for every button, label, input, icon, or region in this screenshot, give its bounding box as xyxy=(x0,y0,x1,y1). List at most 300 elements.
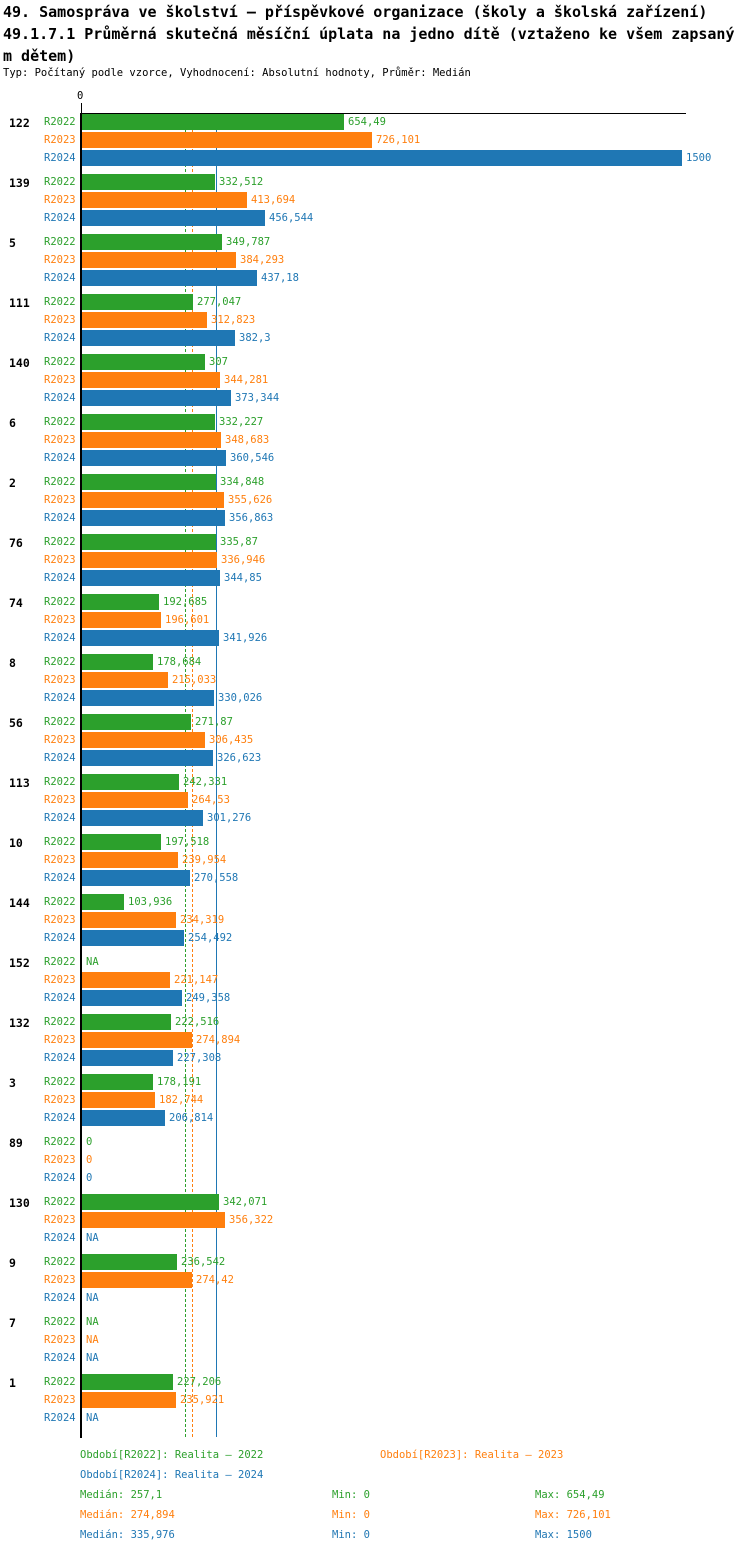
series-label: R2024 xyxy=(44,212,76,224)
bar-group xyxy=(0,1194,750,1254)
bar-value-label: 312,823 xyxy=(211,314,256,326)
bar-value-label: 330,026 xyxy=(218,692,263,704)
group-id-label: 144 xyxy=(9,896,30,910)
bar xyxy=(82,1032,192,1048)
bar xyxy=(82,492,224,508)
stat-min-r2022: Min: 0 xyxy=(332,1489,370,1501)
bar-value-label: 274,42 xyxy=(196,1274,234,1286)
series-label: R2024 xyxy=(44,1412,76,1424)
bar-value-label: 197,518 xyxy=(165,836,210,848)
bar xyxy=(82,294,193,310)
stat-max-r2024: Max: 1500 xyxy=(535,1529,592,1541)
bar-group xyxy=(0,114,750,174)
group-id-label: 140 xyxy=(9,356,30,370)
bar-row xyxy=(0,1032,750,1048)
bar-value-label: 254,492 xyxy=(188,932,233,944)
bar-row xyxy=(0,132,750,148)
bar-row xyxy=(0,534,750,550)
bar xyxy=(82,132,372,148)
bar-value-label: 356,322 xyxy=(229,1214,274,1226)
bar-group xyxy=(0,1074,750,1134)
bar xyxy=(82,414,215,430)
series-label: R2023 xyxy=(44,1034,76,1046)
bar xyxy=(82,810,203,826)
bar-value-label: NA xyxy=(86,1232,99,1244)
series-label: R2023 xyxy=(44,1094,76,1106)
bar xyxy=(82,1014,171,1030)
series-label: R2023 xyxy=(44,614,76,626)
series-label: R2024 xyxy=(44,1232,76,1244)
series-label: R2024 xyxy=(44,812,76,824)
bar-row xyxy=(0,930,750,946)
bar xyxy=(82,252,236,268)
bar-row xyxy=(0,972,750,988)
bar-row xyxy=(0,1290,750,1306)
bar-value-label: 249,358 xyxy=(186,992,231,1004)
bar-group xyxy=(0,414,750,474)
bar-row xyxy=(0,552,750,568)
bar-value-label: 264,53 xyxy=(192,794,230,806)
bar xyxy=(82,372,220,388)
group-id-label: 3 xyxy=(9,1076,16,1090)
bar-value-label: 654,49 xyxy=(348,116,386,128)
bar-value-label: 356,863 xyxy=(229,512,274,524)
series-label: R2024 xyxy=(44,272,76,284)
series-label: R2024 xyxy=(44,1112,76,1124)
series-label: R2022 xyxy=(44,296,76,308)
bar-value-label: 306,435 xyxy=(209,734,254,746)
bar-value-label: 192,685 xyxy=(163,596,208,608)
series-label: R2024 xyxy=(44,512,76,524)
bar xyxy=(82,672,168,688)
bar-value-label: 726,101 xyxy=(376,134,421,146)
bar-value-label: 334,848 xyxy=(220,476,265,488)
bar-row xyxy=(0,432,750,448)
bar-group xyxy=(0,354,750,414)
bar xyxy=(82,1374,173,1390)
bar-value-label: 227,206 xyxy=(177,1376,222,1388)
bar-value-label: 382,3 xyxy=(239,332,271,344)
bar-value-label: 307 xyxy=(209,356,228,368)
stat-median-r2024: Medián: 335,976 xyxy=(80,1529,175,1541)
bar xyxy=(82,834,161,850)
x-axis-zero-label: 0 xyxy=(77,90,84,102)
group-id-label: 9 xyxy=(9,1256,16,1270)
bar-value-label: 341,926 xyxy=(223,632,268,644)
series-label: R2022 xyxy=(44,236,76,248)
bar xyxy=(82,1254,177,1270)
bar-row xyxy=(0,192,750,208)
bar-row xyxy=(0,174,750,190)
bar-group xyxy=(0,1254,750,1314)
bar-value-label: 413,694 xyxy=(251,194,296,206)
series-label: R2022 xyxy=(44,536,76,548)
bar-row xyxy=(0,990,750,1006)
series-label: R2022 xyxy=(44,956,76,968)
bar-value-label: 103,936 xyxy=(128,896,173,908)
series-label: R2024 xyxy=(44,452,76,464)
bar-value-label: 227,308 xyxy=(177,1052,222,1064)
bar xyxy=(82,474,216,490)
series-label: R2022 xyxy=(44,1016,76,1028)
bar xyxy=(82,570,220,586)
group-id-label: 6 xyxy=(9,416,16,430)
bar xyxy=(82,114,344,130)
bar xyxy=(82,534,216,550)
bar-row xyxy=(0,732,750,748)
bar-row xyxy=(0,210,750,226)
bar-row xyxy=(0,1272,750,1288)
bar xyxy=(82,210,265,226)
group-id-label: 139 xyxy=(9,176,30,190)
bar-value-label: 456,544 xyxy=(269,212,314,224)
bar-row xyxy=(0,1170,750,1186)
bar-row xyxy=(0,510,750,526)
chart-subtitle-line2: m dětem) xyxy=(3,47,76,65)
bar-value-label: NA xyxy=(86,1316,99,1328)
group-id-label: 113 xyxy=(9,776,30,790)
bar xyxy=(82,714,191,730)
bar-row xyxy=(0,1332,750,1348)
group-id-label: 1 xyxy=(9,1376,16,1390)
bar-row xyxy=(0,1194,750,1210)
bar-row xyxy=(0,114,750,130)
bar-row xyxy=(0,750,750,766)
bar-row xyxy=(0,630,750,646)
bar-group xyxy=(0,714,750,774)
series-label: R2023 xyxy=(44,1214,76,1226)
series-label: R2024 xyxy=(44,932,76,944)
bar-value-label: 336,946 xyxy=(221,554,266,566)
bar xyxy=(82,174,215,190)
chart-meta-line: Typ: Počítaný podle vzorce, Vyhodnocení: Absolutní hodnoty, Průměr: Medián xyxy=(3,67,471,79)
bar xyxy=(82,912,176,928)
series-label: R2023 xyxy=(44,374,76,386)
bar-row xyxy=(0,810,750,826)
bar-row xyxy=(0,570,750,586)
bar xyxy=(82,1110,165,1126)
series-label: R2024 xyxy=(44,392,76,404)
bar-value-label: 344,281 xyxy=(224,374,269,386)
bar-row xyxy=(0,1254,750,1270)
series-label: R2023 xyxy=(44,1394,76,1406)
bar-row xyxy=(0,252,750,268)
group-id-label: 130 xyxy=(9,1196,30,1210)
series-label: R2022 xyxy=(44,656,76,668)
bar-row xyxy=(0,354,750,370)
series-label: R2024 xyxy=(44,332,76,344)
bar-value-label: NA xyxy=(86,1352,99,1364)
group-id-label: 89 xyxy=(9,1136,23,1150)
group-id-label: 2 xyxy=(9,476,16,490)
series-label: R2023 xyxy=(44,134,76,146)
group-id-label: 8 xyxy=(9,656,16,670)
bar-group xyxy=(0,1314,750,1374)
bar xyxy=(82,270,257,286)
bar xyxy=(82,690,214,706)
series-label: R2022 xyxy=(44,1256,76,1268)
legend-entry-r2022: Období[R2022]: Realita – 2022 xyxy=(80,1449,264,1461)
bar xyxy=(82,1272,192,1288)
bar-value-label: NA xyxy=(86,1334,99,1346)
series-label: R2022 xyxy=(44,476,76,488)
series-label: R2022 xyxy=(44,1196,76,1208)
bar-value-label: 178,191 xyxy=(157,1076,202,1088)
bar xyxy=(82,630,219,646)
bar-value-label: 0 xyxy=(86,1136,93,1148)
bar-value-label: 335,87 xyxy=(220,536,258,548)
bar xyxy=(82,894,124,910)
stat-median-r2022: Medián: 257,1 xyxy=(80,1489,163,1501)
series-label: R2023 xyxy=(44,1334,76,1346)
bar xyxy=(82,390,231,406)
bar-row xyxy=(0,1212,750,1228)
series-label: R2024 xyxy=(44,1052,76,1064)
bar-value-label: 326,623 xyxy=(217,752,262,764)
group-id-label: 76 xyxy=(9,536,23,550)
bar xyxy=(82,432,221,448)
bar-row xyxy=(0,492,750,508)
bar-group xyxy=(0,894,750,954)
bar-group xyxy=(0,234,750,294)
bar-value-label: 332,227 xyxy=(219,416,264,428)
series-label: R2023 xyxy=(44,434,76,446)
series-label: R2023 xyxy=(44,1154,76,1166)
series-label: R2022 xyxy=(44,896,76,908)
series-label: R2023 xyxy=(44,1274,76,1286)
bar-value-label: 437,18 xyxy=(261,272,299,284)
bar-group xyxy=(0,294,750,354)
bar-row xyxy=(0,594,750,610)
bar xyxy=(82,1194,219,1210)
bar xyxy=(82,510,225,526)
bar-row xyxy=(0,270,750,286)
bar-value-label: 182,744 xyxy=(159,1094,204,1106)
bar-value-label: 0 xyxy=(86,1154,93,1166)
bar-value-label: 355,626 xyxy=(228,494,273,506)
series-label: R2023 xyxy=(44,554,76,566)
bar-group xyxy=(0,594,750,654)
bar-group xyxy=(0,774,750,834)
bar-row xyxy=(0,1050,750,1066)
bar-group xyxy=(0,1134,750,1194)
bar-value-label: NA xyxy=(86,956,99,968)
series-label: R2022 xyxy=(44,356,76,368)
bar-row xyxy=(0,1230,750,1246)
bar-value-label: 234,319 xyxy=(180,914,225,926)
bar-value-label: 270,558 xyxy=(194,872,239,884)
series-label: R2024 xyxy=(44,752,76,764)
bar-row xyxy=(0,774,750,790)
bar-row xyxy=(0,1110,750,1126)
group-id-label: 56 xyxy=(9,716,23,730)
bar-value-label: 235,921 xyxy=(180,1394,225,1406)
bar-value-label: 236,542 xyxy=(181,1256,226,1268)
bar-value-label: 301,276 xyxy=(207,812,252,824)
bar xyxy=(82,594,159,610)
bar-group xyxy=(0,534,750,594)
series-label: R2023 xyxy=(44,314,76,326)
bar-row xyxy=(0,870,750,886)
bar-row xyxy=(0,1152,750,1168)
bar-row xyxy=(0,1410,750,1426)
series-label: R2022 xyxy=(44,1076,76,1088)
bar xyxy=(82,792,188,808)
bar xyxy=(82,552,217,568)
series-label: R2023 xyxy=(44,734,76,746)
bar-row xyxy=(0,792,750,808)
bar-row xyxy=(0,1134,750,1150)
bar xyxy=(82,1212,225,1228)
bar-row xyxy=(0,834,750,850)
bar-group xyxy=(0,174,750,234)
bar xyxy=(82,234,222,250)
bar-value-label: 342,071 xyxy=(223,1196,268,1208)
series-label: R2024 xyxy=(44,572,76,584)
bar-row xyxy=(0,390,750,406)
group-id-label: 132 xyxy=(9,1016,30,1030)
bar-value-label: NA xyxy=(86,1412,99,1424)
series-label: R2024 xyxy=(44,692,76,704)
bar-value-label: 206,814 xyxy=(169,1112,214,1124)
bar-row xyxy=(0,294,750,310)
bar xyxy=(82,774,179,790)
series-label: R2024 xyxy=(44,992,76,1004)
bar-value-label: 274,894 xyxy=(196,1034,241,1046)
series-label: R2022 xyxy=(44,1136,76,1148)
series-label: R2023 xyxy=(44,794,76,806)
series-label: R2023 xyxy=(44,914,76,926)
stat-max-r2023: Max: 726,101 xyxy=(535,1509,611,1521)
bar xyxy=(82,354,205,370)
bar-value-label: NA xyxy=(86,1292,99,1304)
bar xyxy=(82,930,184,946)
bar-value-label: 215,033 xyxy=(172,674,217,686)
bar-row xyxy=(0,852,750,868)
bar xyxy=(82,330,235,346)
bar xyxy=(82,990,182,1006)
bar-group xyxy=(0,834,750,894)
bar-row xyxy=(0,690,750,706)
bar-value-label: 242,331 xyxy=(183,776,228,788)
bar-value-label: 344,85 xyxy=(224,572,262,584)
bar-row xyxy=(0,312,750,328)
bar-row xyxy=(0,1374,750,1390)
bar-row xyxy=(0,234,750,250)
series-label: R2023 xyxy=(44,854,76,866)
bar-row xyxy=(0,954,750,970)
bar-row xyxy=(0,450,750,466)
bar-row xyxy=(0,612,750,628)
group-id-label: 5 xyxy=(9,236,16,250)
stat-min-r2023: Min: 0 xyxy=(332,1509,370,1521)
group-id-label: 10 xyxy=(9,836,23,850)
series-label: R2023 xyxy=(44,674,76,686)
bar-row xyxy=(0,654,750,670)
series-label: R2023 xyxy=(44,494,76,506)
bar-group xyxy=(0,654,750,714)
bar-row xyxy=(0,372,750,388)
bar-value-label: 349,787 xyxy=(226,236,271,248)
group-id-label: 74 xyxy=(9,596,23,610)
bar xyxy=(82,312,207,328)
bar-row xyxy=(0,330,750,346)
bar-row xyxy=(0,1350,750,1366)
bar-row xyxy=(0,1314,750,1330)
bar-row xyxy=(0,1092,750,1108)
bar xyxy=(82,612,161,628)
bar-row xyxy=(0,672,750,688)
legend-entry-r2023: Období[R2023]: Realita – 2023 xyxy=(380,1449,564,1461)
bar-row xyxy=(0,150,750,166)
chart-subtitle-line1: 49.1.7.1 Průměrná skutečná měsíční úplata na jedno dítě (vztaženo ke všem zapsaný xyxy=(3,25,735,43)
chart-title: 49. Samospráva ve školství – příspěvkové organizace (školy a školská zařízení) xyxy=(3,3,708,21)
bar-value-label: 0 xyxy=(86,1172,93,1184)
legend-entry-r2024: Období[R2024]: Realita – 2024 xyxy=(80,1469,264,1481)
bar xyxy=(82,1392,176,1408)
bar-group xyxy=(0,1374,750,1434)
bar xyxy=(82,654,153,670)
bar-value-label: 332,512 xyxy=(219,176,264,188)
series-label: R2024 xyxy=(44,1352,76,1364)
series-label: R2023 xyxy=(44,974,76,986)
series-label: R2022 xyxy=(44,716,76,728)
bar-value-label: 196,601 xyxy=(165,614,210,626)
series-label: R2022 xyxy=(44,596,76,608)
series-label: R2022 xyxy=(44,176,76,188)
bar xyxy=(82,972,170,988)
series-label: R2022 xyxy=(44,116,76,128)
bar-value-label: 360,546 xyxy=(230,452,275,464)
bar-value-label: 271,87 xyxy=(195,716,233,728)
series-label: R2022 xyxy=(44,1316,76,1328)
bar-value-label: 239,954 xyxy=(182,854,227,866)
series-label: R2024 xyxy=(44,1172,76,1184)
group-id-label: 152 xyxy=(9,956,30,970)
bar-row xyxy=(0,1014,750,1030)
bar-row xyxy=(0,414,750,430)
group-id-label: 7 xyxy=(9,1316,16,1330)
bar-row xyxy=(0,1074,750,1090)
bar-value-label: 384,293 xyxy=(240,254,285,266)
series-label: R2024 xyxy=(44,1292,76,1304)
bar-row xyxy=(0,474,750,490)
bar xyxy=(82,450,226,466)
stat-min-r2024: Min: 0 xyxy=(332,1529,370,1541)
bar-value-label: 1500 xyxy=(686,152,712,164)
bar xyxy=(82,1050,173,1066)
series-label: R2022 xyxy=(44,1376,76,1388)
series-label: R2023 xyxy=(44,194,76,206)
bar-value-label: 348,683 xyxy=(225,434,270,446)
stat-max-r2022: Max: 654,49 xyxy=(535,1489,605,1501)
bar-value-label: 178,684 xyxy=(157,656,202,668)
series-label: R2024 xyxy=(44,872,76,884)
group-id-label: 122 xyxy=(9,116,30,130)
series-label: R2024 xyxy=(44,632,76,644)
group-id-label: 111 xyxy=(9,296,30,310)
bar-chart-plot-area xyxy=(0,114,750,1434)
bar xyxy=(82,732,205,748)
bar-value-label: 373,344 xyxy=(235,392,280,404)
bar-group xyxy=(0,954,750,1014)
bar-row xyxy=(0,894,750,910)
bar-group xyxy=(0,474,750,534)
series-label: R2022 xyxy=(44,836,76,848)
bar xyxy=(82,750,213,766)
bar xyxy=(82,192,247,208)
series-label: R2023 xyxy=(44,254,76,266)
